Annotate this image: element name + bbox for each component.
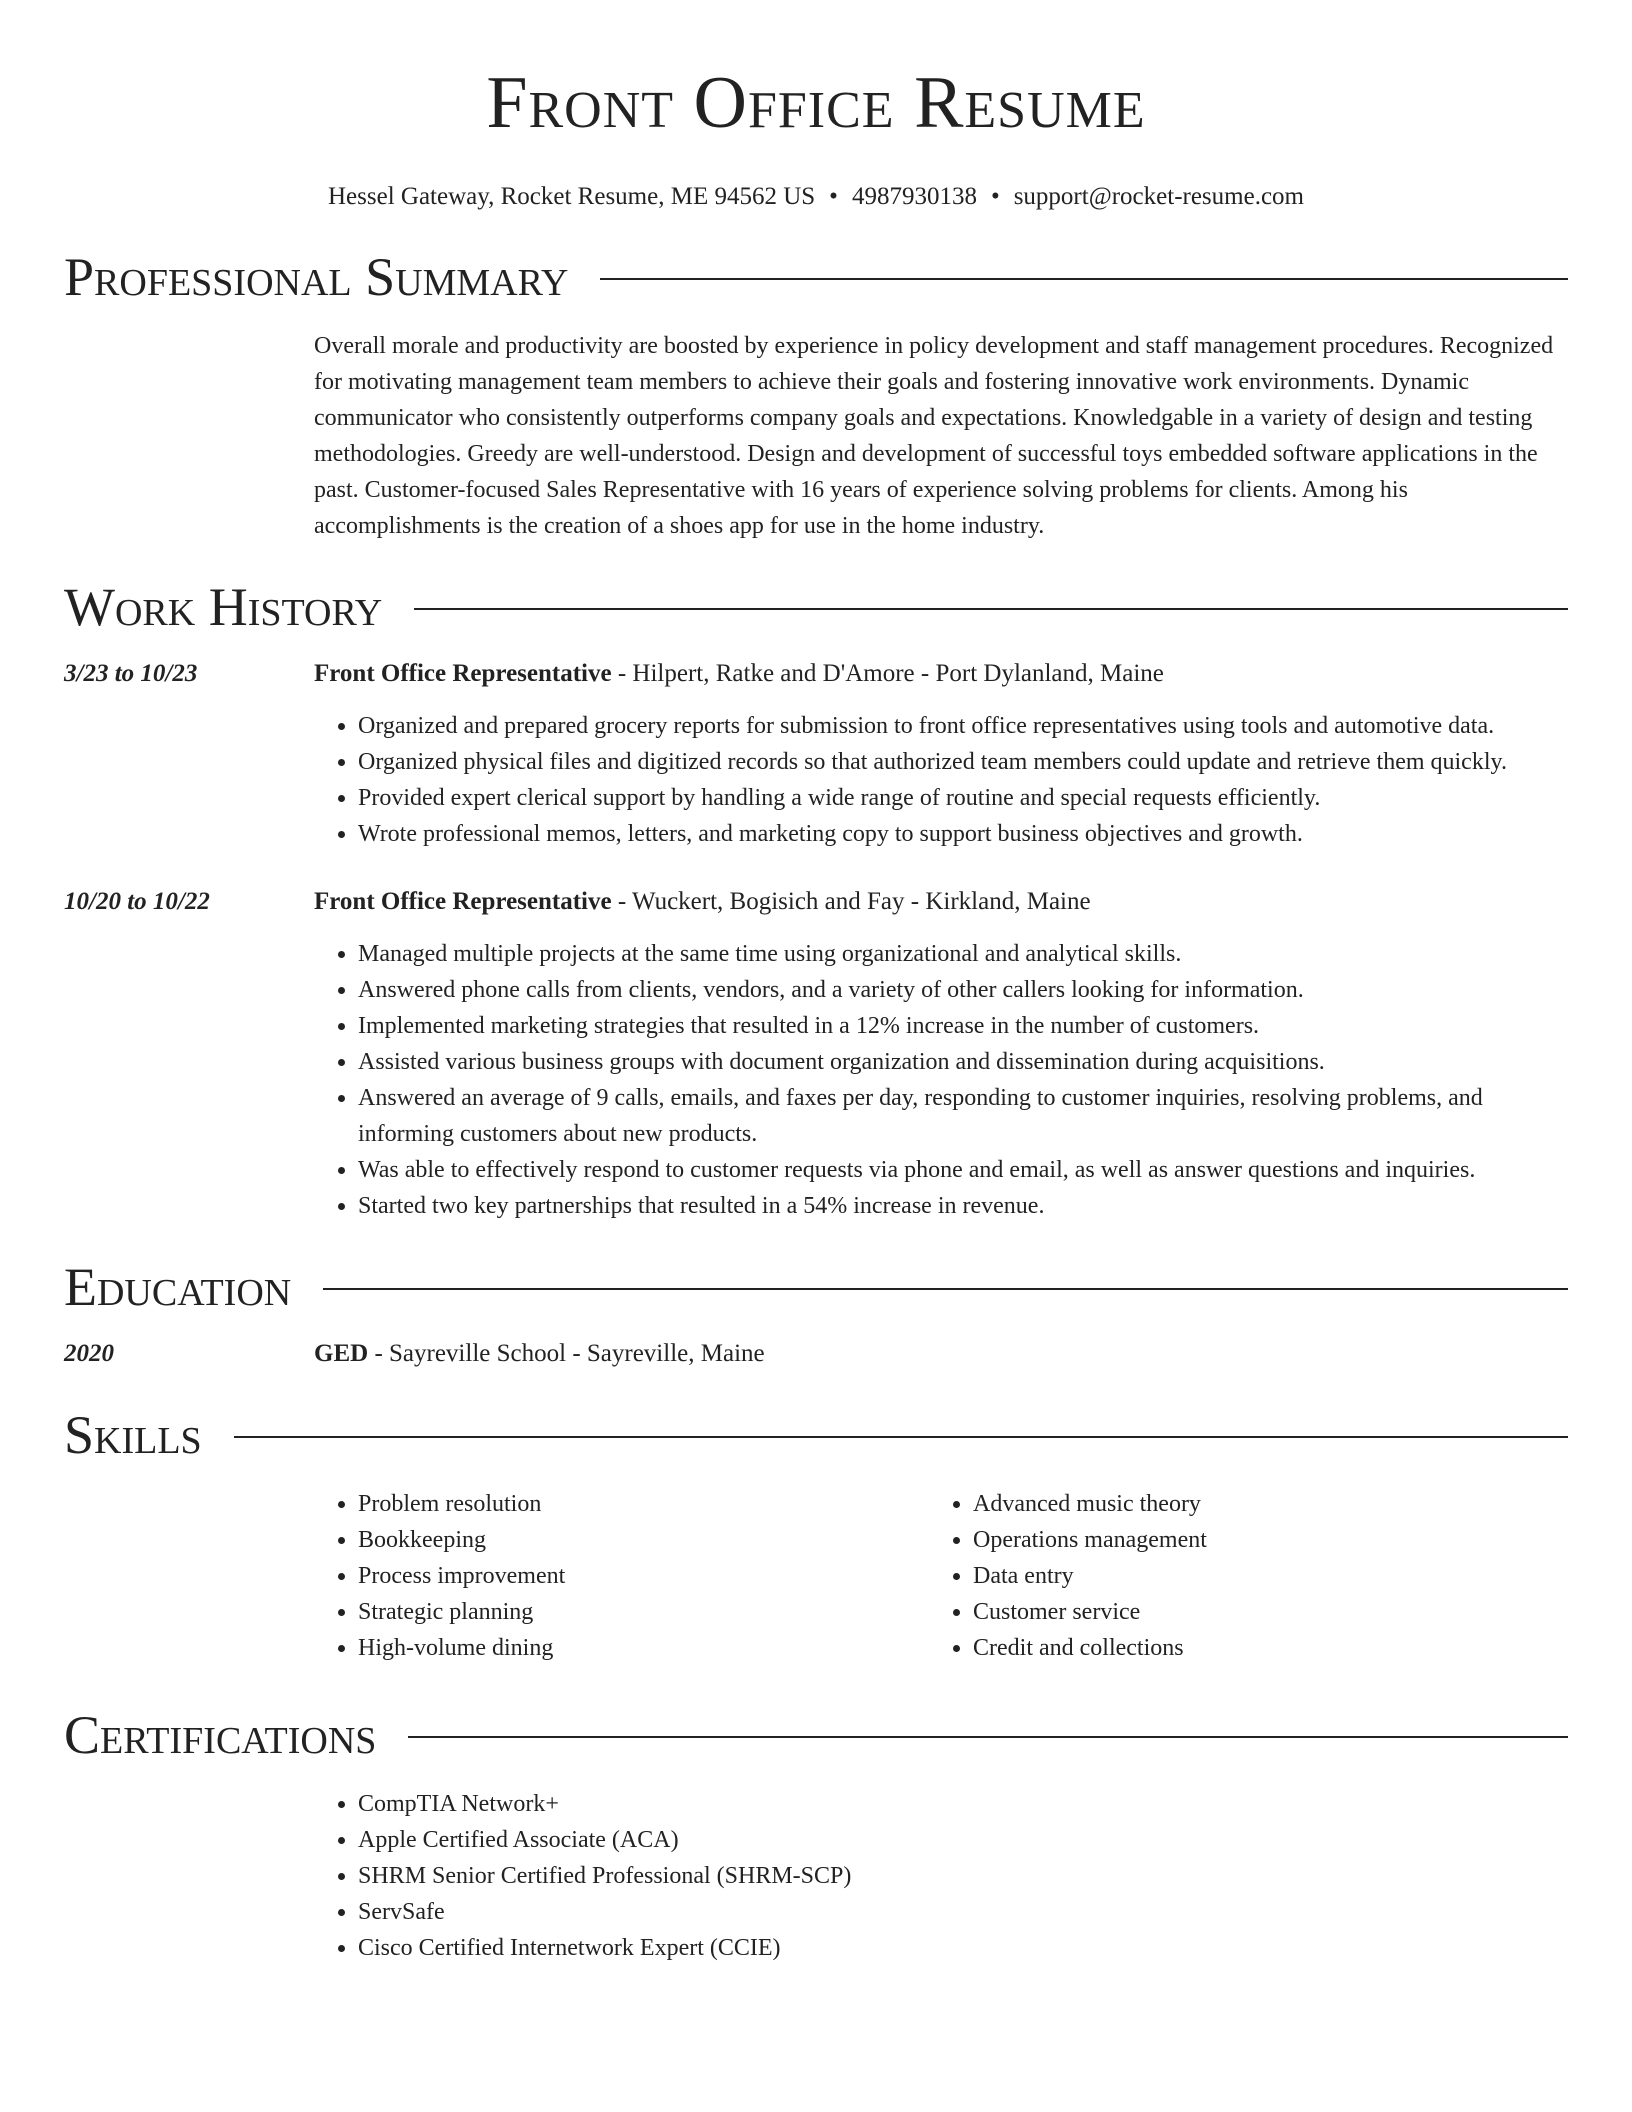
certification-item: • Cisco Certified Internetwork Expert (CCIE) <box>358 1930 1568 1966</box>
job-bullet: • Answered phone calls from clients, vendors, and a variety of other callers looking for information. <box>358 972 1568 1008</box>
job-title-line <box>314 656 1568 692</box>
section-heading-skills <box>64 1402 1568 1468</box>
job-bullet: • Organized physical files and digitized records so that authorized team members could update and retrieve them quickly. <box>358 744 1568 780</box>
job-dates: 3/23 to 10/23 <box>64 660 198 687</box>
skill-item: • Problem resolution <box>358 1486 929 1522</box>
certifications-heading: Certifications <box>64 1705 377 1765</box>
resume-title: Front Office Resume <box>486 62 1146 144</box>
job-body <box>314 884 1568 1224</box>
left-gutter <box>64 328 314 544</box>
contact-separator: • <box>990 183 1000 210</box>
work-heading: Work History <box>64 577 383 637</box>
skill-item: • High-volume dining <box>358 1630 929 1666</box>
education-heading: Education <box>64 1257 292 1317</box>
certification-item: • ServSafe <box>358 1894 1568 1930</box>
skill-item: • Advanced music theory <box>973 1486 1544 1522</box>
certifications-body <box>314 1768 1568 1966</box>
contact-separator: • <box>829 183 838 210</box>
job-body <box>314 656 1568 852</box>
section-divider <box>234 1436 1568 1438</box>
skill-item: • Customer service <box>973 1594 1544 1630</box>
job-bullet: • Managed multiple projects at the same time using organizational and analytical skills. <box>358 936 1568 972</box>
education-year: 2020 <box>64 1340 114 1367</box>
section-heading-summary <box>64 244 1568 310</box>
certification-item: • SHRM Senior Certified Professional (SHRM-SCP) <box>358 1858 1568 1894</box>
job-bullet: • Organized and prepared grocery reports for submission to front office representatives using tools and automotive data. <box>358 708 1568 744</box>
skills-grid <box>314 1486 1544 1666</box>
skill-item: • Strategic planning <box>358 1594 929 1630</box>
job-bullet: • Provided expert clerical support by handling a wide range of routine and special requests efficiently. <box>358 780 1568 816</box>
education-degree: GED <box>314 1340 369 1367</box>
skill-item: • Credit and collections <box>973 1630 1544 1666</box>
job-bullets <box>314 936 1568 1224</box>
summary-block <box>64 328 1568 544</box>
certification-item: • Apple Certified Associate (ACA) <box>358 1822 1568 1858</box>
section-heading-work <box>64 574 1568 640</box>
job-bullet: • Answered an average of 9 calls, emails, and faxes per day, responding to customer inquiries, resolving problems, and informing customers about new products. <box>358 1080 1568 1152</box>
certifications-list <box>314 1786 1568 1966</box>
job-title-line <box>314 884 1568 920</box>
job-bullet: • Wrote professional memos, letters, and marketing copy to support business objectives and growth. <box>358 816 1568 852</box>
section-divider <box>323 1288 1568 1290</box>
contact-line <box>64 180 1568 214</box>
summary-text: Overall morale and productivity are boosted by experience in policy development and staff management procedures. Recognized for motivating management team members to achieve their goals and fostering innovative work environments. Dynamic communicator who consistently outperforms company goals and expectations. Knowledgable in a variety of design and testing methodologies. Greedy are well-understood. Design and development of successful toys embedded software applications in the past. Customer-focused Sales Representative with 16 years of experience solving problems for clients. Among his accomplishments is the creation of a shoes app for use in the home industry. <box>314 333 1554 539</box>
job-bullet: • Implemented marketing strategies that resulted in a 12% increase in the number of customers. <box>358 1008 1568 1044</box>
skill-item: • Process improvement <box>358 1558 929 1594</box>
job-bullet: • Assisted various business groups with document organization and dissemination during acquisitions. <box>358 1044 1568 1080</box>
education-entry <box>64 1336 1568 1372</box>
section-heading-education <box>64 1254 1568 1320</box>
section-divider <box>408 1736 1568 1738</box>
job-dates: 10/20 to 10/22 <box>64 888 210 915</box>
job-bullet: • Was able to effectively respond to customer requests via phone and email, as well as answer questions and inquiries. <box>358 1152 1568 1188</box>
job-role: Front Office Representative <box>314 660 612 687</box>
job-company: - Wuckert, Bogisich and Fay - Kirkland, Maine <box>611 888 1091 915</box>
job-bullet: • Started two key partnerships that resulted in a 54% increase in revenue. <box>358 1188 1568 1224</box>
skill-item: • Data entry <box>973 1558 1544 1594</box>
job-entry <box>64 656 1568 852</box>
section-divider <box>600 278 1568 280</box>
section-divider <box>414 608 1568 610</box>
certification-item: • CompTIA Network+ <box>358 1786 1568 1822</box>
education-school: - Sayreville School - Sayreville, Maine <box>368 1340 765 1367</box>
skill-item: • Operations management <box>973 1522 1544 1558</box>
job-company: - Hilpert, Ratke and D'Amore - Port Dylanland, Maine <box>611 660 1164 687</box>
left-gutter <box>64 1468 314 1666</box>
contact-email: support@rocket-resume.com <box>1013 183 1304 210</box>
contact-phone: 4987930138 <box>851 183 977 210</box>
left-gutter <box>64 1768 314 1966</box>
education-line <box>314 1336 1568 1372</box>
job-bullets <box>314 708 1568 852</box>
skills-heading: Skills <box>64 1405 202 1465</box>
skills-list-left <box>314 1486 929 1666</box>
skill-item: • Bookkeeping <box>358 1522 929 1558</box>
skills-list-right <box>929 1486 1544 1666</box>
skills-block <box>64 1468 1568 1666</box>
summary-heading: Professional Summary <box>64 247 569 307</box>
section-heading-certifications <box>64 1702 1568 1768</box>
contact-address: Hessel Gateway, Rocket Resume, ME 94562 US <box>327 183 816 210</box>
certifications-block <box>64 1768 1568 1966</box>
job-role: Front Office Representative <box>314 888 612 915</box>
job-entry <box>64 884 1568 1224</box>
